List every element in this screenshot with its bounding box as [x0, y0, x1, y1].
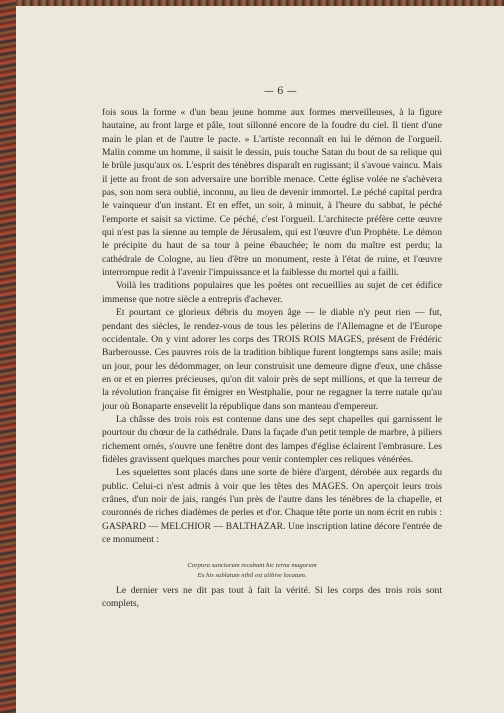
paragraph: Voilà les traditions populaires que les poëtes ont recueillies au sujet de cet édifice immense que notre siècle a entrepris d'achever. — [102, 280, 442, 305]
page-number: — 6 — — [264, 86, 297, 97]
latin-inscription-line: Ex his sublatum nihil est alibive locatum. — [197, 572, 307, 579]
paragraph: Et pourtant ce glorieux débris du moyen âge — le diable n'y peut rien — fut, pendant des siècles, le rendez-vous de tous les pèlerins de l'Allemagne et de l'Europe occidentale. On y vint adorer les corps des TROIS ROIS MAGES, présent de Frédéric Barberousse. Ces pauvres rois de la tradition biblique furent longtemps sans asile; mais un jour, pour les dédommager, on leur construisit une demeure digne d'eux, une châsse en or et en pierres précieuses, qu'on dit valoir près de sept millions, et que la terreur de la révolution française fit émigrer en Westphalie, pour ne regagner la terre natale qu'au jour où Bonaparte ensevelit la république dans son manteau d'empereur. — [102, 307, 442, 412]
book-edge-marbling — [0, 0, 16, 713]
latin-inscription-line: Corpora sanctorum recubant hic terna magorum — [187, 562, 317, 569]
last-line: Le dernier vers ne dit pas tout à fait la vérité. Si les corps des trois rois sont complets, — [102, 585, 442, 609]
paragraph: fois sous la forme « d'un beau jeune homme aux formes merveilleuses, à la figure hautaine, au front large et pâle, tout sillonné encore de la foudre du ciel. Il tient d'une main le plan et de l'autre le pacte. » L'artiste reconnaît en lui le démon de l'orgueil. Malin comme un homme, il saisit le dessin, puis touche Satan du bout de sa relique qui le brûle jusqu'aux os. L'esprit des ténèbres disparaît en rugissant; il s'avoue vaincu. Mais il jette au front de son adversaire une horrible menace. Cette église volée ne s'achèvera pas, son nom sera oublié, inconnu, au lieu de devenir immortel. Le péché capital perdra le vainqueur d'un instant. Et en effet, un soir, à minuit, à l'heure du sabbat, le péché l'emporte et saisit sa victime. Ce péché, c'est l'orgueil. L'architecte préfère cette œuvre qui n'est pas la sienne au temple de Jérusalem, qui est l'œuvre d'un Prophète. Le démon le précipite du haut de sa tour à peine ébauchée; le nom du maître est perdu; la cathédrale de Cologne, au lieu d'être un monument, reste à l'état de ruine, et l'œuvre interrompue redit à l'avenir l'impuissance et la faiblesse du mortel qui a failli. — [102, 107, 442, 279]
body-text — [102, 106, 442, 546]
paragraph: Les squelettes sont placés dans une sorte de bière d'argent, dérobée aux regards du public. Celui-ci n'est admis à voir que les têtes des MAGES. On aperçoit leurs trois crânes, d'un noir de jais, rangés l'un près de l'autre dans les ténèbres de la chapelle, et couronnés de riches diadèmes de perles et d'or. Chaque tête porte un nom écrit en rubis : GASPARD — MELCHIOR — BALTHAZAR. Une inscription latine décore l'entrée de ce monument : — [102, 467, 442, 545]
paragraph: La châsse des trois rois est contenue dans une des sept chapelles qui garnissent le pourtour du chœur de la cathédrale. Dans la façade d'un petit temple de marbre, à piliers richement ornés, s'ouvre une fenêtre dont des lampes d'église éclairent l'embrasure. Les fidèles gravissent quelques marches pour venir contempler ces reliques vénérées. — [102, 413, 442, 465]
